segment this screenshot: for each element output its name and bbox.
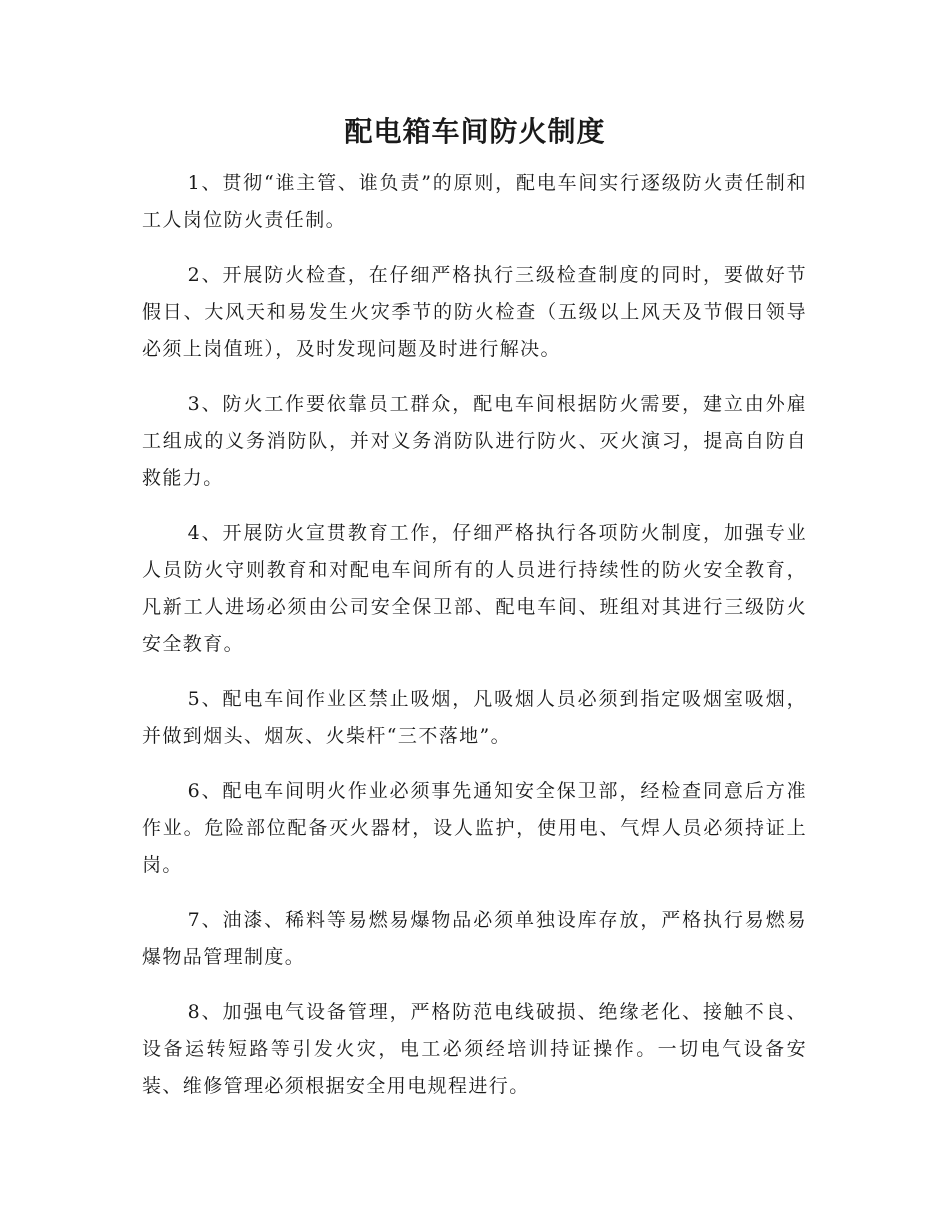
document-body [142, 165, 807, 1123]
rule-paragraph-5: 5、配电车间作业区禁止吸烟，凡吸烟人员必须到指定吸烟室吸烟，并做到烟头、烟灰、火柴杆“三不落地”。 [142, 688, 807, 747]
document-title: 配电箱车间防火制度 [344, 115, 606, 148]
rule-paragraph-4: 4、开展防火宣贯教育工作，仔细严格执行各项防火制度，加强专业人员防火守则教育和对配电车间所有的人员进行持续性的防火安全教育，凡新工人进场必须由公司安全保卫部、配电车间、班组对其进行三级防火安全教育。 [142, 522, 807, 655]
rule-paragraph-2: 2、开展防火检查，在仔细严格执行三级检查制度的同时，要做好节假日、大风天和易发生火灾季节的防火检查（五级以上风天及节假日领导必须上岗值班），及时发现问题及时进行解决。 [142, 264, 807, 360]
rule-paragraph-6: 6、配电车间明火作业必须事先通知安全保卫部，经检查同意后方准作业。危险部位配备灭火器材，设人监护，使用电、气焊人员必须持证上岗。 [142, 780, 807, 876]
rule-paragraph-8: 8、加强电气设备管理，严格防范电线破损、绝缘老化、接触不良、设备运转短路等引发火灾，电工必须经培训持证操作。一切电气设备安装、维修管理必须根据安全用电规程进行。 [142, 1001, 807, 1097]
rule-paragraph-1: 1、贯彻“谁主管、谁负责”的原则，配电车间实行逐级防火责任制和工人岗位防火责任制。 [142, 172, 807, 231]
rule-paragraph-7: 7、油漆、稀料等易燃易爆物品必须单独设库存放，严格执行易燃易爆物品管理制度。 [142, 909, 807, 968]
rule-paragraph-3: 3、防火工作要依靠员工群众，配电车间根据防火需要，建立由外雇工组成的义务消防队，并对义务消防队进行防火、灭火演习，提高自防自救能力。 [142, 393, 807, 489]
